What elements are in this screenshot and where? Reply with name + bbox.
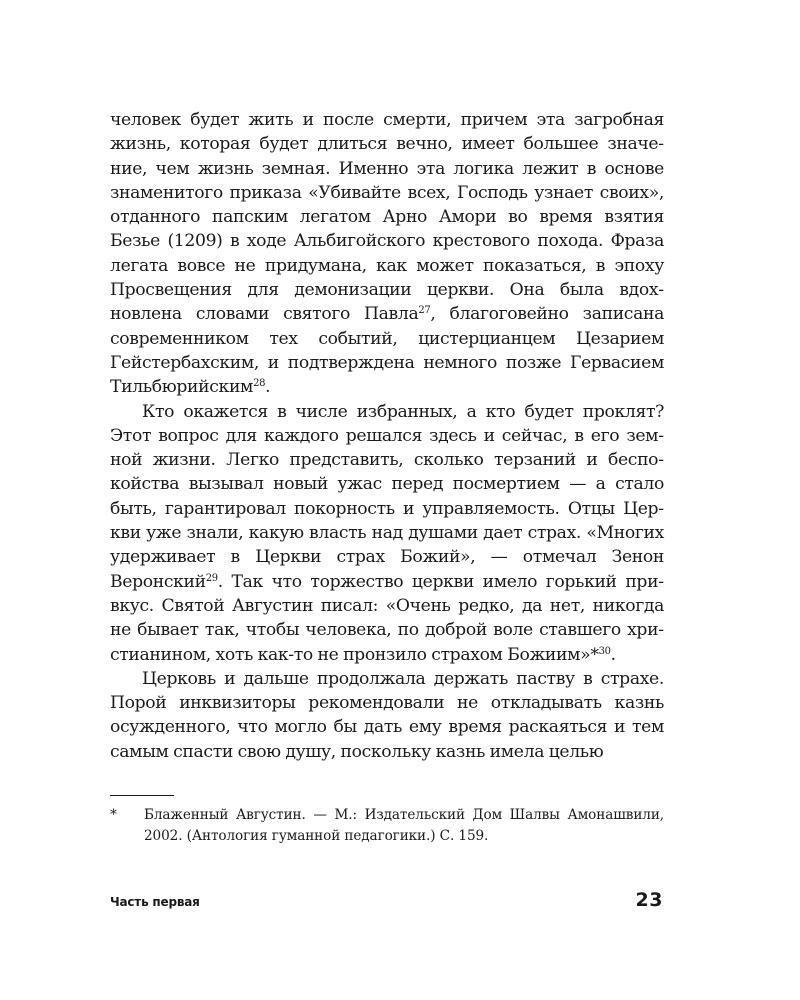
paragraph-2-text-1: Кто окажется в числе избранных, а кто будет проклят? Этот вопрос для каждого решался здесь и сейчас, в его земной жизни. Легко представить, сколько терзаний и беспокойства вызывал новый ужас перед посмертием — а стало быть, гарантировал покорность и управляемость. Отцы Церкви уже знали, какую власть над душами дает страх. «Многих удерживает в Церкви страх Божий», — отмечал Зенон Веронский [110,401,664,592]
footnote-ref-28: 28 [253,378,266,390]
footnote-mark: * [110,807,117,823]
footnote-divider [110,795,174,796]
footnote-ref-27: 27 [418,305,431,317]
footnote [110,805,664,847]
footnote-ref-29: 29 [205,572,218,584]
footnote-ref-30: 30 [598,645,611,657]
paragraph-1 [110,108,664,400]
paragraph-3-text-1: Церковь и дальше продолжала держать паству в страхе. Порой инквизиторы рекомендовали не откладывать казнь осужденного, что могло бы дать ему время раскаяться и тем самым спасти свою душу, поскольку казнь имела целью [110,668,664,762]
paragraph-2-text-2: . Так что торжество церкви имело горький привкус. Святой Августин писал: «Очень редко, да нет, никогда не бывает так, чтобы человека, по доброй воле ставшего христианином, хоть как-то не пронзило страхом Божиим»* [110,571,664,665]
paragraph-1-text-3: . [265,377,271,398]
paragraph-1-text-2: , благоговейно записана современником тех событий, цистерцианцем Цезарием Гейстербахским, и подтверждена немного позже Гервасием Тильбюрийским [110,304,664,398]
running-footer-section: Часть первая [110,895,200,909]
page-number: 23 [635,889,663,911]
paragraph-3 [110,667,664,764]
paragraph-2-text-3: . [610,644,616,665]
body-text [110,108,664,764]
footnote-text: Блаженный Августин. — М.: Издательский Дом Шалвы Амонашвили, 2002. (Антология гуманной педагогики.) С. 159. [144,807,664,844]
paragraph-1-text-1: человек будет жить и после смерти, причем эта загробная жизнь, которая будет длиться вечно, имеет большее значение, чем жизнь земная. Именно эта логика лежит в основе знаменитого приказа «Убивайте всех, Господь узнает своих», отданного папским легатом Арно Амори во время взятия Безье (1209) в ходе Альбигойского крестового похода. Фраза легата вовсе не придумана, как может показаться, в эпоху Просвещения для демонизации церкви. Она была вдохновлена словами святого Павла [110,110,664,325]
paragraph-2 [110,400,664,667]
